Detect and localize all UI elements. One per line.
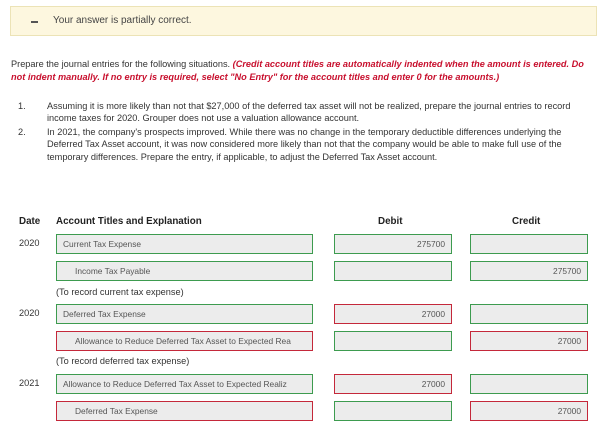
credit-field[interactable] <box>470 374 588 394</box>
account-title-field[interactable]: Deferred Tax Expense <box>56 401 313 421</box>
banner-message: Your answer is partially correct. <box>53 15 192 26</box>
header-account: Account Titles and Explanation <box>56 216 202 227</box>
situation-number: 2. <box>18 127 26 137</box>
situation-number: 1. <box>18 101 26 111</box>
debit-field[interactable]: 27000 <box>334 304 452 324</box>
partial-icon <box>31 21 38 23</box>
header-debit: Debit <box>378 216 403 227</box>
account-title-field[interactable]: Income Tax Payable <box>56 261 313 281</box>
partial-correct-banner <box>10 6 597 36</box>
debit-field[interactable] <box>334 261 452 281</box>
credit-field[interactable]: 27000 <box>470 401 588 421</box>
entry-date: 2021 <box>19 378 40 388</box>
account-title-field[interactable]: Current Tax Expense <box>56 234 313 254</box>
debit-field[interactable] <box>334 331 452 351</box>
entry-date: 2020 <box>19 238 40 248</box>
entry-explanation: (To record current tax expense) <box>56 287 184 297</box>
account-title-field[interactable]: Allowance to Reduce Deferred Tax Asset to Expected Realiz <box>56 374 313 394</box>
entry-explanation: (To record deferred tax expense) <box>56 356 190 366</box>
header-date: Date <box>19 216 41 227</box>
credit-field[interactable] <box>470 304 588 324</box>
debit-field[interactable]: 275700 <box>334 234 452 254</box>
instructions <box>11 58 596 84</box>
situation-text: Assuming it is more likely than not that $27,000 of the deferred tax asset will not be realized, prepare the journal entries to record income taxes for 2020. Grouper does not use a valuation allowance account. <box>47 101 571 124</box>
situation-text: In 2021, the company's prospects improved. While there was no change in the temporary deductible differences underlying the Deferred Tax Asset account, it was now considered more likely than not that the company would be able to make full use of the temporary differences. Prepare the entry, if applicable, to adjust the Deferred Tax Asset account. <box>47 127 562 162</box>
debit-field[interactable] <box>334 401 452 421</box>
credit-field[interactable]: 275700 <box>470 261 588 281</box>
credit-field[interactable] <box>470 234 588 254</box>
credit-field[interactable]: 27000 <box>470 331 588 351</box>
entry-date: 2020 <box>19 308 40 318</box>
header-credit: Credit <box>512 216 541 227</box>
instructions-emphasis: (Credit account titles are automatically indented when the amount is entered. Do not indent manually. If no entry is required, select "No Entry" for the account titles and enter 0 for the amounts.) <box>11 59 584 82</box>
instructions-lead: Prepare the journal entries for the following situations. <box>11 59 233 69</box>
account-title-field[interactable]: Deferred Tax Expense <box>56 304 313 324</box>
debit-field[interactable]: 27000 <box>334 374 452 394</box>
account-title-field[interactable]: Allowance to Reduce Deferred Tax Asset to Expected Rea <box>56 331 313 351</box>
